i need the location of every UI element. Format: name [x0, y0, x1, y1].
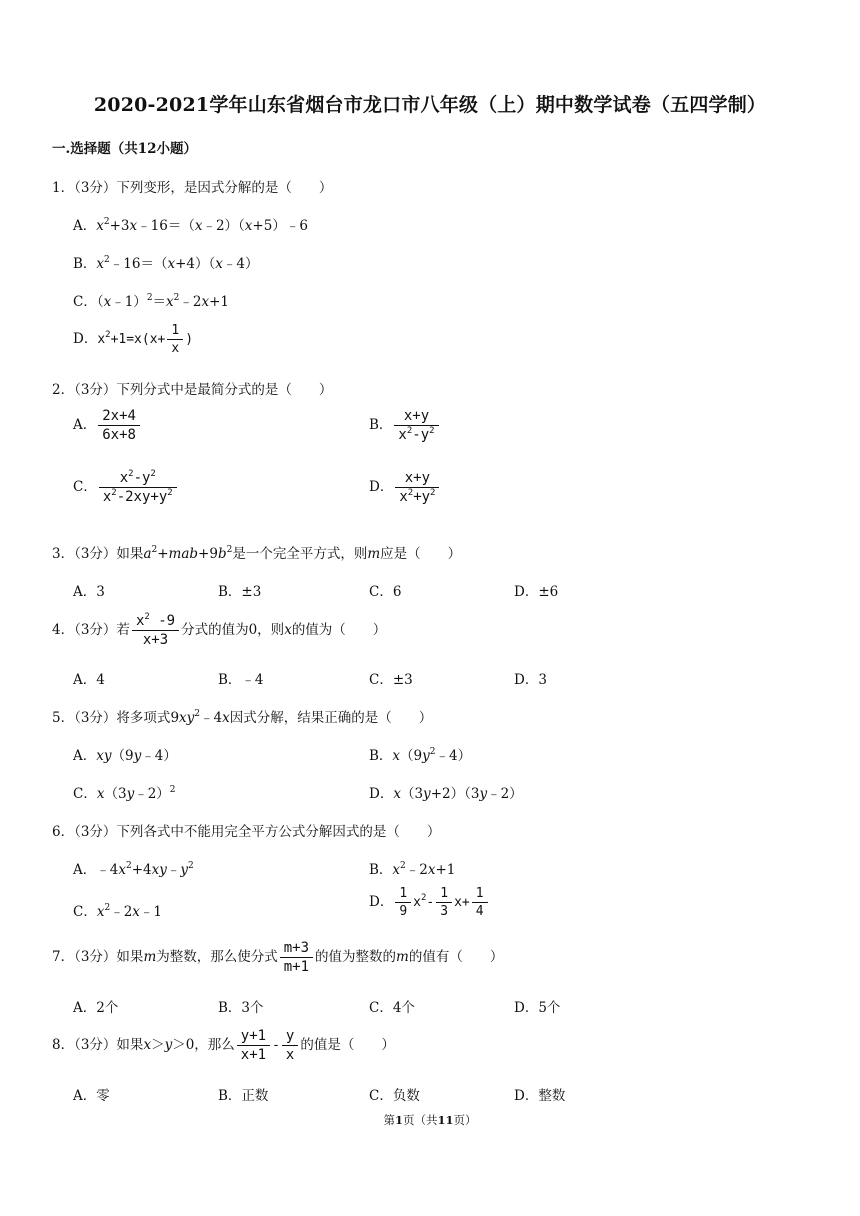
section-heading: 一.选择题（共12小题） — [52, 141, 197, 157]
question-2-options-cd — [73, 469, 793, 505]
question-4-option-b: B．﹣4 — [218, 672, 264, 688]
question-3-option-d: D．±6 — [514, 584, 559, 600]
question-3-option-b: B．±3 — [218, 584, 262, 600]
question-1-option-c: C．$(x﹣1)^2=x^2﹣2x+1$ — [73, 293, 230, 310]
question-6-option-d: D． $\frac{1}{9}$ $x^2-$ $\frac{1}{3}$ x+ $\frac{1}{4}$ — [369, 886, 490, 919]
question-6-option-b: B．$x^2﹣2x+1$ — [369, 861, 456, 878]
question-3-option-a: A．3 — [73, 584, 105, 600]
question-5-option-c: C．x（3y﹣2）$^2$ — [73, 785, 176, 802]
question-2-option-b: B． $\frac{x+y}{x^2-y^2}$ — [369, 408, 441, 443]
question-7-option-c: C．4个 — [369, 1000, 415, 1016]
question-2-option-d: D． $\frac{x+y}{x^2+y^2}$ — [369, 470, 441, 505]
question-5-options-cd — [73, 782, 793, 812]
question-8-options — [73, 1084, 793, 1114]
question-1-option-a: A．$x^2+3x﹣16=(x﹣2)(x+5)﹣6$ — [73, 217, 308, 234]
question-8-option-b: B．正数 — [218, 1088, 269, 1104]
question-6-stem: 6．（3分）下列各式中不能用完全平方公式分解因式的是（ ） — [52, 824, 441, 840]
question-2-stem: 2．（3分）下列分式中是最简分式的是（ ） — [52, 382, 333, 398]
question-3-stem: 3．（3分）如果$a^2+mab+9b^2$是一个完全平方式，则m应是（ ） — [52, 545, 462, 562]
page-total: 11 — [437, 1113, 454, 1127]
question-3-option-c: C．6 — [369, 584, 402, 600]
question-7-option-a: A．2个 — [73, 1000, 119, 1016]
question-6-options-ab — [73, 858, 793, 888]
question-4-option-a: A．4 — [73, 672, 105, 688]
question-7-options — [73, 996, 793, 1026]
question-6-option-c: C．$x^2﹣2x﹣1$ — [73, 903, 163, 920]
question-1-option-b: B．$x^2﹣16=(x+4)(x﹣4)$ — [73, 255, 259, 272]
question-7-stem: 7．（3分）如果m为整数，那么使分式 $\frac{m+3}{m+1}$ 的值为整数的m的值有（ ） — [52, 940, 504, 975]
question-5-option-a: A．xy（9y﹣4） — [73, 748, 177, 764]
question-7-option-d: D．5个 — [514, 1000, 561, 1016]
question-4-stem: 4．（3分）若 $\frac{x^2 -9}{x+3}$ 分式的值为0，则x的值为（ ） — [52, 612, 387, 648]
question-4-options — [73, 668, 793, 698]
page-title: 2020-2021学年山东省烟台市龙口市八年级（上）期中数学试卷（五四学制） — [93, 94, 767, 116]
question-8-option-c: C．负数 — [369, 1088, 420, 1104]
question-8-option-d: D．整数 — [514, 1088, 566, 1104]
question-5-stem: 5．（3分）将多项式$9xy^2﹣4x$因式分解，结果正确的是（ ） — [52, 709, 433, 726]
page-footer: 第1页（共11页） — [383, 1113, 477, 1127]
question-8-stem: 8．（3分）如果x＞y＞0，那么 $\frac{y+1}{x+1}$ - $\frac{y}{x}$ 的值是（ ） — [52, 1028, 395, 1063]
question-2-options-ab — [73, 408, 793, 443]
question-2-option-c: C． $\frac{x^2-y^2}{x^2-2xy+y^2}$ — [73, 470, 179, 505]
question-1-option-d: D．$x^2+1=x(x+$ $\frac{1}{x}$ ) — [73, 323, 194, 356]
question-8-option-a: A．零 — [73, 1088, 110, 1104]
question-3-options — [73, 580, 793, 610]
question-2-option-a: A． $\frac{2x+4}{6x+8}$ — [73, 408, 142, 443]
question-6-option-a: A．$﹣4x^2+4xy﹣y^2$ — [73, 861, 194, 878]
question-4-option-d: D．3 — [514, 672, 547, 688]
question-1-stem: 1．（3分）下列变形，是因式分解的是（ ） — [52, 180, 333, 196]
question-5-option-b: B．$x(9y^2﹣4)$ — [369, 747, 472, 764]
page-number: 1 — [394, 1113, 403, 1127]
question-4-option-c: C．±3 — [369, 672, 413, 688]
question-5-option-d: D．x（3y+2）（3y﹣2） — [369, 786, 523, 802]
question-7-option-b: B．3个 — [218, 1000, 264, 1016]
question-5-options-ab — [73, 744, 793, 774]
question-6-options-cd — [73, 886, 793, 920]
